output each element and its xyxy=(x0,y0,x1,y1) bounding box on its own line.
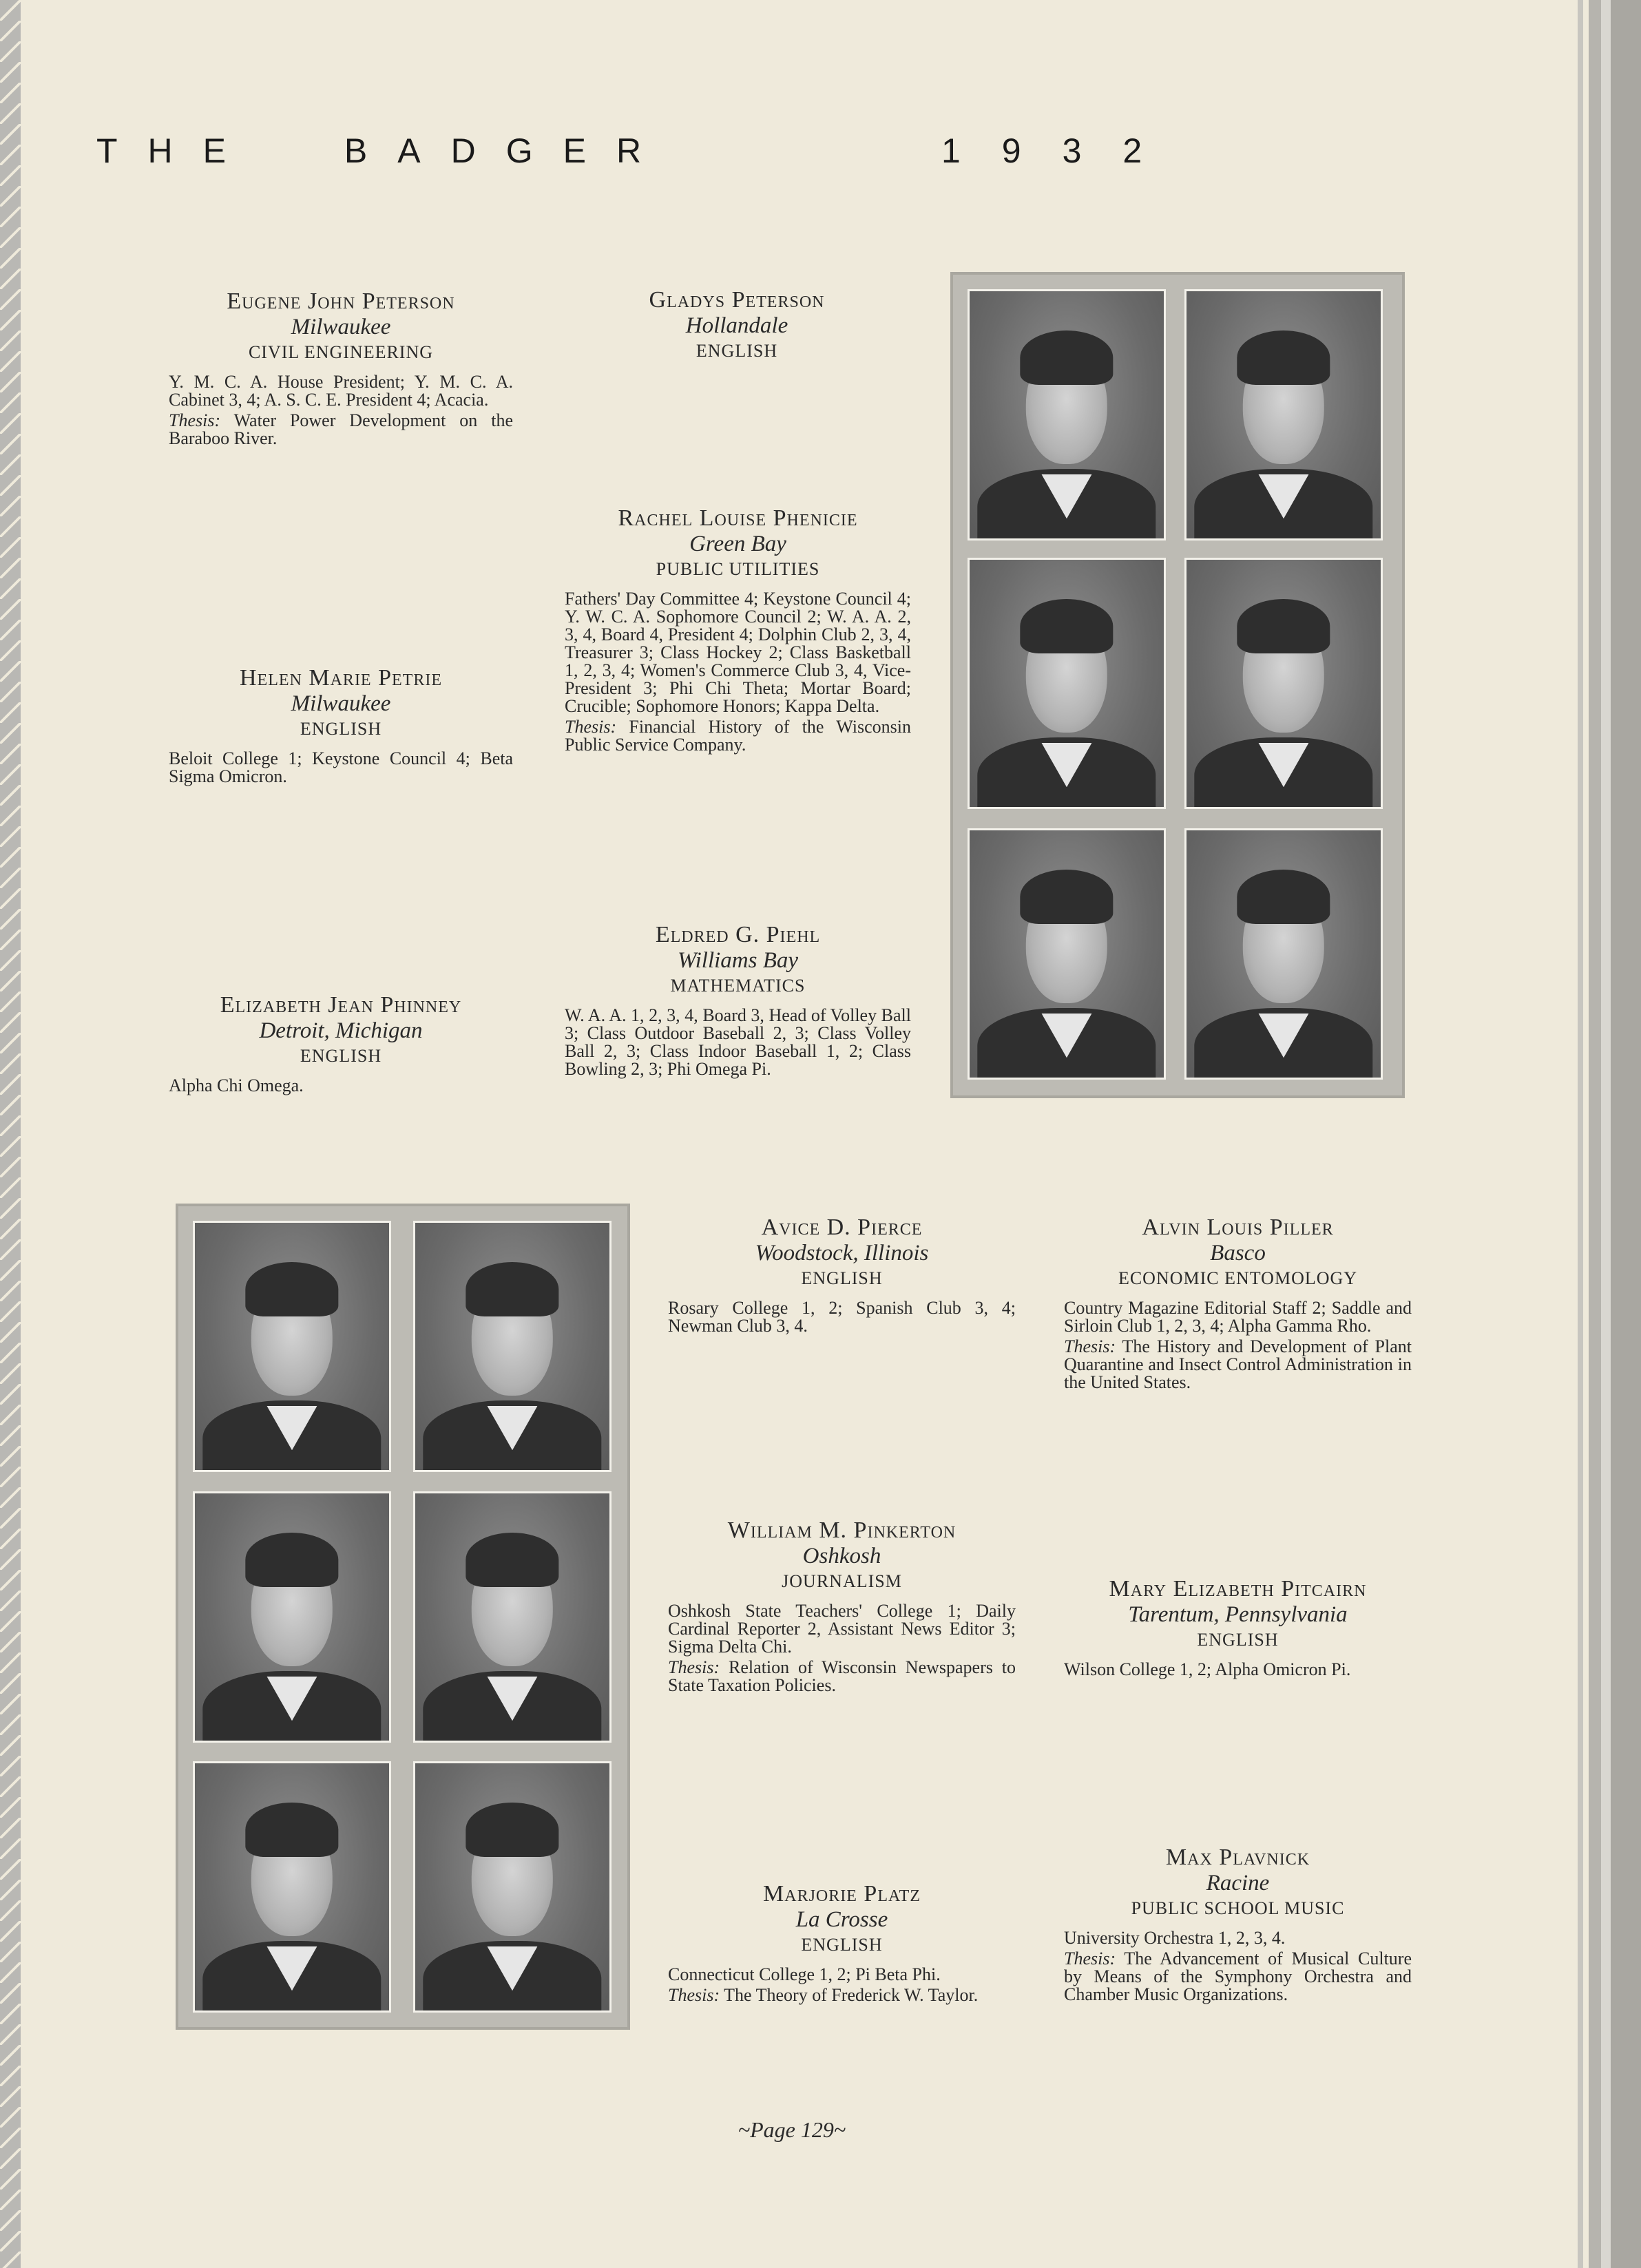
entry-thesis xyxy=(1064,1338,1412,1392)
entry-marjorie-platz xyxy=(668,1882,1016,2004)
entry-mary-pitcairn xyxy=(1064,1577,1412,1679)
entry-name: William M. Pinkerton xyxy=(727,1518,957,1543)
entry-activities: Fathers' Day Committee 4; Keystone Council 4; Y. W. C. A. Sophomore Council 2; W. A. A. 2, 3, 4, Board 4, President 4; Dolphin Club 2, 3, 4, Treasurer 3; Class Hockey 2; Class Basketball 1, 2, 3, 4; Women's Commerce Club 3, 4, Vice-President 3; Phi Chi Theta; Mortar Board; Crucible; Sophomore Honors; Kappa Delta. xyxy=(565,588,911,716)
entry-major: JOURNALISM xyxy=(782,1571,902,1592)
portrait-marjorie-platz xyxy=(193,1761,391,2013)
thesis-label: Thesis: xyxy=(668,1657,720,1677)
entry-name: Gladys Peterson xyxy=(649,287,825,313)
thesis-label: Thesis: xyxy=(668,1984,720,2005)
entry-thesis xyxy=(668,1986,1016,2004)
entry-name: Avice D. Pierce xyxy=(761,1215,923,1240)
entry-city: Basco xyxy=(1210,1240,1266,1266)
portrait-eldred-piehl xyxy=(968,828,1166,1080)
entry-name: Max Plavnick xyxy=(1165,1845,1310,1870)
entry-major: ENGLISH xyxy=(696,341,778,361)
entry-activities: W. A. A. 1, 2, 3, 4, Board 3, Head of Volley Ball 3; Class Outdoor Baseball 2, 3; Class Volley Ball 2, 3; Class Indoor Baseball 1, 2; Class Bowling 2, 3; Phi Omega Pi. xyxy=(565,1005,911,1079)
entry-avice-pierce xyxy=(668,1215,1016,1335)
entry-major: ENGLISH xyxy=(300,1046,382,1067)
entry-name: Elizabeth Jean Phinney xyxy=(220,992,462,1018)
entry-activities: Rosary College 1, 2; Spanish Club 3, 4; Newman Club 3, 4. xyxy=(668,1297,1016,1336)
thesis-label: Thesis: xyxy=(1064,1948,1116,1968)
entry-rachel-phenicie xyxy=(565,506,911,754)
entry-city: Tarentum, Pennsylvania xyxy=(1128,1602,1348,1627)
entry-thesis xyxy=(668,1659,1016,1694)
entry-city: Detroit, Michigan xyxy=(259,1018,423,1043)
entry-elizabeth-phinney xyxy=(169,993,513,1095)
photo-panel-top xyxy=(950,272,1405,1098)
entry-name: Rachel Louise Phenicie xyxy=(618,505,858,531)
entry-activities: Beloit College 1; Keystone Council 4; Beta Sigma Omicron. xyxy=(169,748,513,786)
entry-major: CIVIL ENGINEERING xyxy=(248,342,434,363)
portrait-avice-pierce xyxy=(193,1221,391,1472)
photo-panel-bottom xyxy=(176,1204,630,2030)
portrait-rachel-phenicie xyxy=(968,558,1166,809)
entry-city: Green Bay xyxy=(689,531,786,556)
entry-city: Racine xyxy=(1206,1870,1270,1896)
portrait-alvin-piller xyxy=(413,1221,612,1472)
entry-major: ECONOMIC ENTOMOLOGY xyxy=(1118,1268,1358,1289)
entry-thesis xyxy=(565,718,911,754)
thesis-label: Thesis: xyxy=(169,410,221,430)
thesis-text: Water Power Development on the Baraboo River. xyxy=(169,410,514,448)
entry-name: Marjorie Platz xyxy=(763,1881,921,1907)
header-title: THE BADGER xyxy=(96,132,672,170)
page-number: ~Page 129~ xyxy=(738,2117,846,2142)
entry-william-pinkerton xyxy=(668,1518,1016,1694)
entry-city: Williams Bay xyxy=(677,947,799,973)
entry-city: Woodstock, Illinois xyxy=(755,1240,929,1266)
thesis-label: Thesis: xyxy=(565,716,617,737)
entry-major: MATHEMATICS xyxy=(670,976,806,996)
entry-activities: Oshkosh State Teachers' College 1; Daily Cardinal Reporter 2, Assistant News Editor 3; Sigma Delta Chi. xyxy=(668,1600,1016,1657)
thesis-text: The History and Development of Plant Quarantine and Insect Control Administration in the United States. xyxy=(1064,1336,1412,1392)
entry-major: PUBLIC UTILITIES xyxy=(656,559,820,580)
thesis-text: The Advancement of Musical Culture by Means of the Symphony Orchestra and Chamber Music Organizations. xyxy=(1064,1948,1412,2004)
entry-activities: Country Magazine Editorial Staff 2; Saddle and Sirloin Club 1, 2, 3, 4; Alpha Gamma Rho. xyxy=(1064,1297,1412,1336)
entry-activities: Connecticut College 1, 2; Pi Beta Phi. xyxy=(668,1964,941,1984)
entry-name: Alvin Louis Piller xyxy=(1142,1215,1334,1240)
entry-name: Helen Marie Petrie xyxy=(240,665,442,691)
entry-major: ENGLISH xyxy=(1197,1630,1279,1650)
portrait-eugene-peterson xyxy=(968,289,1166,540)
entry-thesis xyxy=(1064,1950,1412,2004)
thesis-text: Financial History of the Wisconsin Public Service Company. xyxy=(565,716,911,755)
entry-name: Eldred G. Piehl xyxy=(655,922,821,947)
entry-major: ENGLISH xyxy=(801,1268,883,1289)
entry-activities: Alpha Chi Omega. xyxy=(169,1075,304,1095)
entry-name: Eugene John Peterson xyxy=(227,288,455,314)
portrait-max-plavnick xyxy=(413,1761,612,2013)
entry-city: Oshkosh xyxy=(802,1543,881,1568)
entry-city: La Crosse xyxy=(795,1907,888,1932)
entry-thesis xyxy=(169,412,513,448)
portrait-elizabeth-phinney xyxy=(1184,828,1383,1080)
entry-eugene-peterson xyxy=(169,289,513,448)
entry-city: Milwaukee xyxy=(291,691,391,716)
header-year: 1932 xyxy=(941,132,1184,170)
entry-activities: University Orchestra 1, 2, 3, 4. xyxy=(1064,1927,1286,1948)
portrait-mary-pitcairn xyxy=(413,1491,612,1743)
page-header xyxy=(96,131,1198,179)
left-decorative-border xyxy=(0,0,21,2268)
entry-major: ENGLISH xyxy=(801,1935,883,1955)
entry-activities: Wilson College 1, 2; Alpha Omicron Pi. xyxy=(1064,1659,1351,1679)
right-decorative-border xyxy=(1572,0,1641,2268)
entry-name: Mary Elizabeth Pitcairn xyxy=(1109,1576,1367,1602)
portrait-william-pinkerton xyxy=(193,1491,391,1743)
thesis-text: Relation of Wisconsin Newspapers to State Taxation Policies. xyxy=(668,1657,1016,1695)
entry-eldred-piehl xyxy=(565,923,911,1078)
entry-alvin-piller xyxy=(1064,1215,1412,1392)
thesis-text: The Theory of Frederick W. Taylor. xyxy=(724,1984,979,2005)
entry-city: Milwaukee xyxy=(291,314,391,339)
entry-city: Hollandale xyxy=(685,313,788,338)
entry-major: PUBLIC SCHOOL MUSIC xyxy=(1131,1898,1345,1919)
thesis-label: Thesis: xyxy=(1064,1336,1116,1356)
entry-helen-petrie xyxy=(169,666,513,786)
entry-activities: Y. M. C. A. House President; Y. M. C. A. Cabinet 3, 4; A. S. C. E. President 4; Acacia. xyxy=(169,371,513,410)
portrait-helen-petrie xyxy=(1184,558,1383,809)
entry-max-plavnick xyxy=(1064,1845,1412,2004)
entry-major: ENGLISH xyxy=(300,719,382,739)
portrait-gladys-peterson xyxy=(1184,289,1383,540)
entry-gladys-peterson xyxy=(565,288,909,372)
